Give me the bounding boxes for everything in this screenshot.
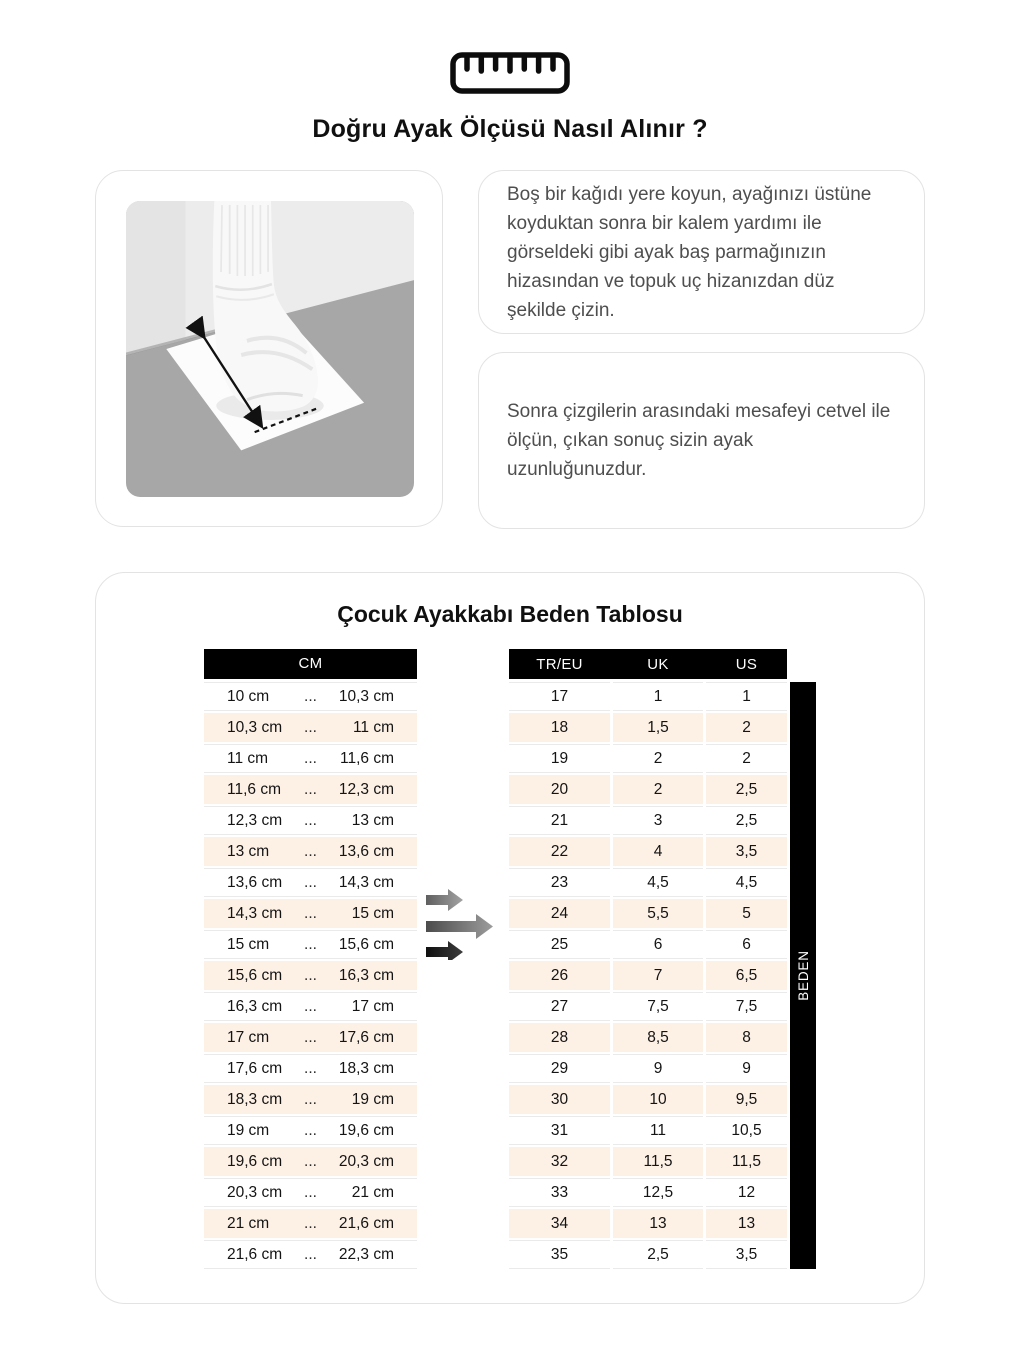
uk-size-value: 9 [613,1054,703,1083]
range-separator: ... [304,1090,317,1108]
uk-size-value: 7 [613,961,703,990]
us-size-value: 11,5 [706,1147,787,1176]
cm-table-row [204,868,417,897]
us-size-value: 8 [706,1023,787,1052]
cm-max-value: 19 cm [351,1090,394,1108]
range-separator: ... [304,780,317,798]
cm-max-value: 13,6 cm [338,842,394,860]
uk-size-value: 6 [613,930,703,959]
cm-max-value: 10,3 cm [338,687,394,705]
range-separator: ... [304,1059,317,1077]
uk-size-value: 2,5 [613,1240,703,1269]
cm-table-row [204,992,417,1021]
beden-side-label: BEDEN [795,950,811,1001]
instruction-step-1 [478,170,925,334]
cm-table-row [204,1023,417,1052]
range-separator: ... [304,966,317,984]
range-separator: ... [304,1214,317,1232]
range-separator: ... [304,842,317,860]
us-size-value: 2 [706,744,787,773]
size-table-row [509,1209,787,1238]
range-separator: ... [304,997,317,1015]
cm-table-row [204,1054,417,1083]
transfer-arrows-icon [425,888,501,960]
cm-table-row [204,1147,417,1176]
instructions-section [95,170,925,529]
uk-size-value: 1 [613,682,703,711]
cm-table-row [204,744,417,773]
cm-min-value: 14,3 cm [227,904,283,922]
treu-size-value: 20 [509,775,610,804]
us-size-value: 7,5 [706,992,787,1021]
cm-min-value: 20,3 cm [227,1183,283,1201]
cm-max-value: 12,3 cm [338,780,394,798]
foot-measurement-photo [126,201,414,497]
size-table-row [509,775,787,804]
ruler-icon [450,52,570,94]
uk-size-value: 12,5 [613,1178,703,1207]
size-table-row [509,1240,787,1269]
us-size-value: 13 [706,1209,787,1238]
cm-table-row [204,1178,417,1207]
uk-size-value: 13 [613,1209,703,1238]
uk-size-value: 7,5 [613,992,703,1021]
size-table-row [509,806,787,835]
cm-max-value: 17 cm [351,997,394,1015]
header-icon-area [0,0,1020,99]
size-table-row [509,1085,787,1114]
cm-table-row [204,775,417,804]
foot-photo-card [95,170,443,527]
treu-size-value: 21 [509,806,610,835]
beden-side-bar [790,682,816,1269]
cm-table-row [204,682,417,711]
us-size-value: 6,5 [706,961,787,990]
uk-size-value: 5,5 [613,899,703,928]
cm-table-row [204,806,417,835]
us-size-value: 10,5 [706,1116,787,1145]
treu-size-value: 25 [509,930,610,959]
us-size-value: 1 [706,682,787,711]
us-size-value: 2,5 [706,775,787,804]
cm-min-value: 11,6 cm [227,780,281,798]
size-table-header [509,649,787,679]
uk-size-value: 8,5 [613,1023,703,1052]
us-size-value: 2 [706,713,787,742]
cm-min-value: 15,6 cm [227,966,283,984]
cm-min-value: 18,3 cm [227,1090,283,1108]
size-chart-title: Çocuk Ayakkabı Beden Tablosu [337,601,683,627]
range-separator: ... [304,1183,317,1201]
us-size-value: 2,5 [706,806,787,835]
treu-size-value: 22 [509,837,610,866]
treu-size-value: 29 [509,1054,610,1083]
cm-max-value: 20,3 cm [338,1152,394,1170]
us-size-value: 5 [706,899,787,928]
range-separator: ... [304,1121,317,1139]
uk-size-value: 2 [613,775,703,804]
cm-table-row [204,1085,417,1114]
range-separator: ... [304,718,317,736]
cm-table-body [204,682,417,1269]
cm-min-value: 21,6 cm [227,1245,283,1263]
range-separator: ... [304,1245,317,1263]
range-separator: ... [304,873,317,891]
treu-size-value: 24 [509,899,610,928]
cm-min-value: 10,3 cm [227,718,283,736]
instruction-text-column [478,170,925,529]
treu-size-value: 34 [509,1209,610,1238]
instruction-step-1-text: Boş bir kağıdı yere koyun, ayağınızı üstüne koyduktan sonra bir kalem yardımı ile görseldeki gibi ayak baş parmağınızın hizasından ve topuk uç hizanızdan düz şekilde çizin. [507,183,872,321]
uk-size-value: 3 [613,806,703,835]
size-table-header-us: US [735,655,758,673]
cm-table-row [204,930,417,959]
cm-table [204,649,417,1271]
us-size-value: 9,5 [706,1085,787,1114]
cm-table-row [204,961,417,990]
cm-table-row [204,899,417,928]
treu-size-value: 30 [509,1085,610,1114]
cm-max-value: 21 cm [351,1183,394,1201]
uk-size-value: 1,5 [613,713,703,742]
range-separator: ... [304,1028,317,1046]
cm-table-row [204,1116,417,1145]
cm-max-value: 14,3 cm [338,873,394,891]
size-table-header-uk: UK [647,655,669,673]
cm-table-header: CM [204,649,417,679]
cm-min-value: 15 cm [227,935,270,953]
size-table-row [509,682,787,711]
treu-size-value: 18 [509,713,610,742]
treu-size-value: 32 [509,1147,610,1176]
treu-size-value: 23 [509,868,610,897]
size-table-header-treu: TR/EU [536,655,583,673]
treu-size-value: 28 [509,1023,610,1052]
cm-max-value: 18,3 cm [338,1059,394,1077]
us-size-value: 6 [706,930,787,959]
size-table-row [509,837,787,866]
cm-max-value: 21,6 cm [338,1214,394,1232]
range-separator: ... [304,811,317,829]
instruction-step-2 [478,352,925,529]
cm-max-value: 17,6 cm [338,1028,394,1046]
cm-min-value: 19 cm [227,1121,270,1139]
cm-table-row [204,837,417,866]
cm-max-value: 13 cm [351,811,394,829]
cm-min-value: 17,6 cm [227,1059,283,1077]
arrows-area [417,649,509,1271]
cm-min-value: 10 cm [227,687,270,705]
cm-min-value: 21 cm [227,1214,270,1232]
cm-max-value: 11 cm [352,718,394,736]
foot-on-paper-illustration [126,201,414,497]
treu-size-value: 33 [509,1178,610,1207]
cm-max-value: 11,6 cm [340,749,394,767]
uk-size-value: 4,5 [613,868,703,897]
range-separator: ... [304,1152,317,1170]
size-table [509,649,787,1271]
cm-max-value: 15 cm [351,904,394,922]
size-table-body [509,682,787,1269]
cm-table-row [204,1240,417,1269]
size-table-row [509,1116,787,1145]
range-separator: ... [304,904,317,922]
size-table-row [509,868,787,897]
uk-size-value: 2 [613,744,703,773]
page-title: Doğru Ayak Ölçüsü Nasıl Alınır ? [312,115,708,143]
size-chart-card [95,572,925,1304]
us-size-value: 9 [706,1054,787,1083]
size-table-row [509,992,787,1021]
us-size-value: 3,5 [706,1240,787,1269]
cm-table-row [204,1209,417,1238]
cm-table-row [204,713,417,742]
cm-min-value: 17 cm [227,1028,270,1046]
cm-max-value: 16,3 cm [338,966,394,984]
cm-min-value: 11 cm [227,749,269,767]
treu-size-value: 17 [509,682,610,711]
instruction-step-2-text: Sonra çizgilerin arasındaki mesafeyi cetvel ile ölçün, çıkan sonuç sizin ayak uzunluğunuzdur. [507,401,891,480]
treu-size-value: 27 [509,992,610,1021]
treu-size-value: 26 [509,961,610,990]
cm-max-value: 15,6 cm [338,935,394,953]
uk-size-value: 10 [613,1085,703,1114]
size-table-row [509,744,787,773]
size-table-row [509,1023,787,1052]
range-separator: ... [304,935,317,953]
uk-size-value: 11,5 [613,1147,703,1176]
size-table-row [509,1054,787,1083]
uk-size-value: 11 [613,1116,703,1145]
treu-size-value: 35 [509,1240,610,1269]
size-table-row [509,1178,787,1207]
range-separator: ... [304,687,317,705]
us-size-value: 4,5 [706,868,787,897]
cm-min-value: 16,3 cm [227,997,283,1015]
cm-min-value: 13,6 cm [227,873,283,891]
treu-size-value: 19 [509,744,610,773]
cm-min-value: 13 cm [227,842,270,860]
size-table-row [509,899,787,928]
treu-size-value: 31 [509,1116,610,1145]
cm-min-value: 12,3 cm [227,811,283,829]
size-table-row [509,713,787,742]
us-size-value: 3,5 [706,837,787,866]
size-table-row [509,930,787,959]
size-table-row [509,961,787,990]
size-tables [96,649,924,1271]
cm-max-value: 22,3 cm [338,1245,394,1263]
us-size-value: 12 [706,1178,787,1207]
uk-size-value: 4 [613,837,703,866]
size-table-row [509,1147,787,1176]
range-separator: ... [304,749,317,767]
cm-max-value: 19,6 cm [338,1121,394,1139]
cm-min-value: 19,6 cm [227,1152,283,1170]
